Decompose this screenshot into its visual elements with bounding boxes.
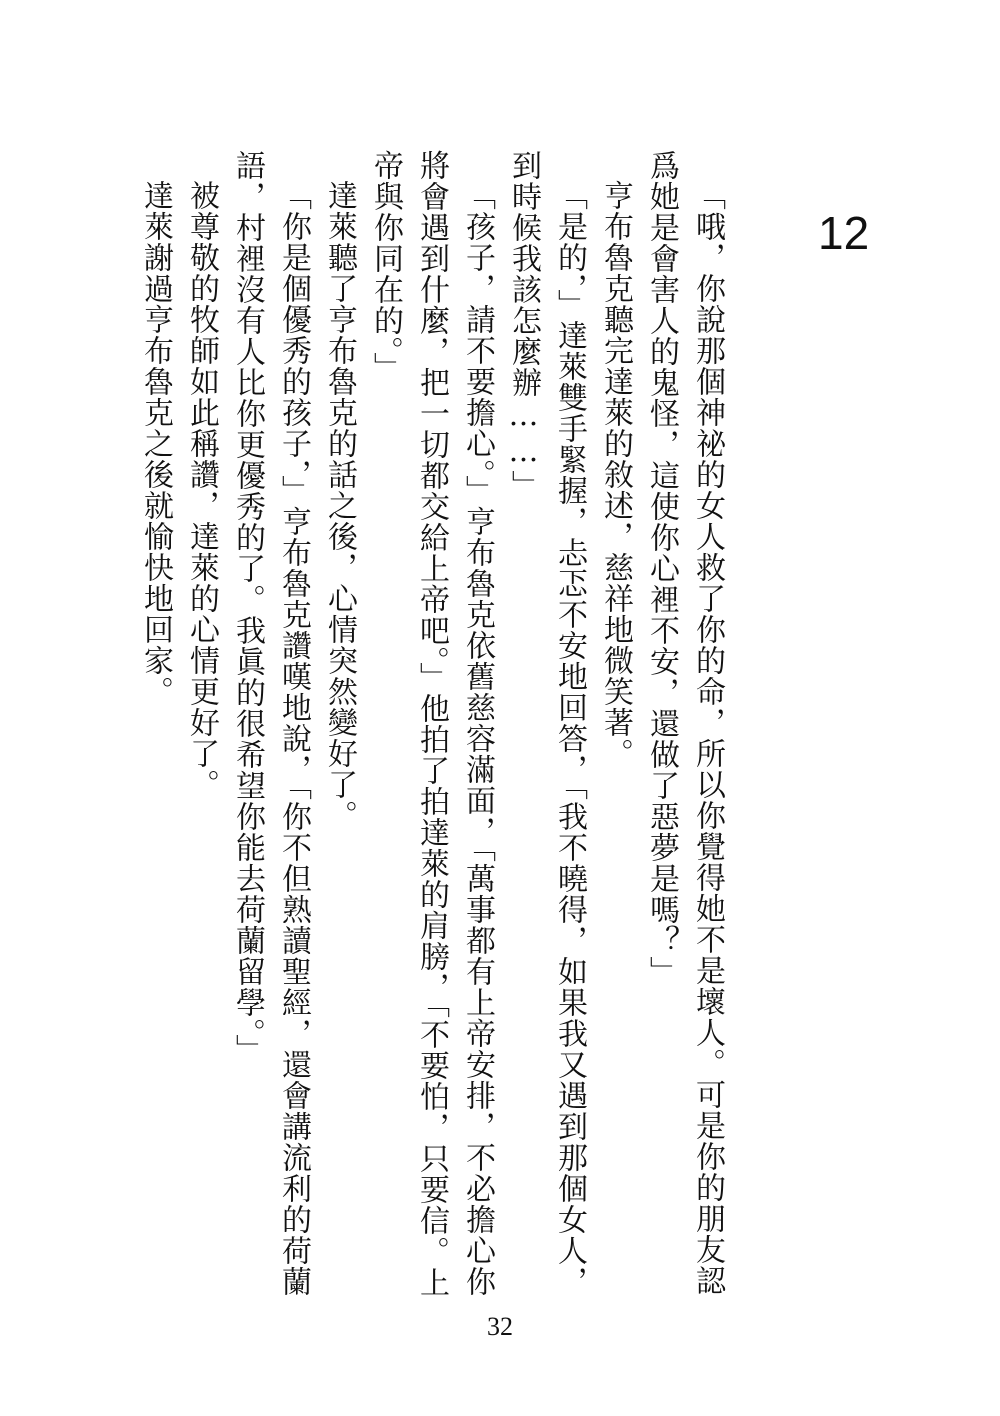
paragraph-7: 被尊敬的牧師如此稱讚，達萊的心情更好了。 bbox=[184, 180, 219, 800]
paragraph-2: 亨布魯克聽完達萊的敘述，慈祥地微笑著。 bbox=[598, 180, 633, 769]
vertical-text-block bbox=[132, 150, 730, 1300]
paragraph-8: 達萊謝過亨布魯克之後就愉快地回家。 bbox=[138, 180, 173, 707]
paragraph-4: 「孩子，請不要擔心。」亨布魯克依舊慈容滿面，「萬事都有上帝安排，不必擔心你將會遇到什麼，把一切都交給上帝吧。」他拍了拍達萊的肩膀，「不要怕，只要信。上帝與你同在的。」 bbox=[368, 150, 495, 1298]
paragraph-6: 「你是個優秀的孩子，」亨布魯克讚嘆地說，「你不但熟讀聖經，還會講流利的荷蘭語，村裡沒有人比你更優秀的了。我眞的很希望你能去荷蘭留學。」 bbox=[230, 150, 311, 1297]
paragraph-1: 「哦，你說那個神祕的女人救了你的命，所以你覺得她不是壞人。可是你的朋友認爲她是會害人的鬼怪，這使你心裡不安，還做了惡夢是嗎？」 bbox=[644, 150, 725, 1296]
paragraph-5: 達萊聽了亨布魯克的話之後，心情突然變好了。 bbox=[322, 180, 357, 831]
page-number: 32 bbox=[487, 1312, 513, 1341]
paragraph-3: 「是的，」達萊雙手緊握，忐忑不安地回答，「我不曉得，如果我又遇到那個女人，到時候我該怎麼辦……」 bbox=[506, 150, 587, 1297]
chapter-number: 12 bbox=[818, 207, 870, 259]
